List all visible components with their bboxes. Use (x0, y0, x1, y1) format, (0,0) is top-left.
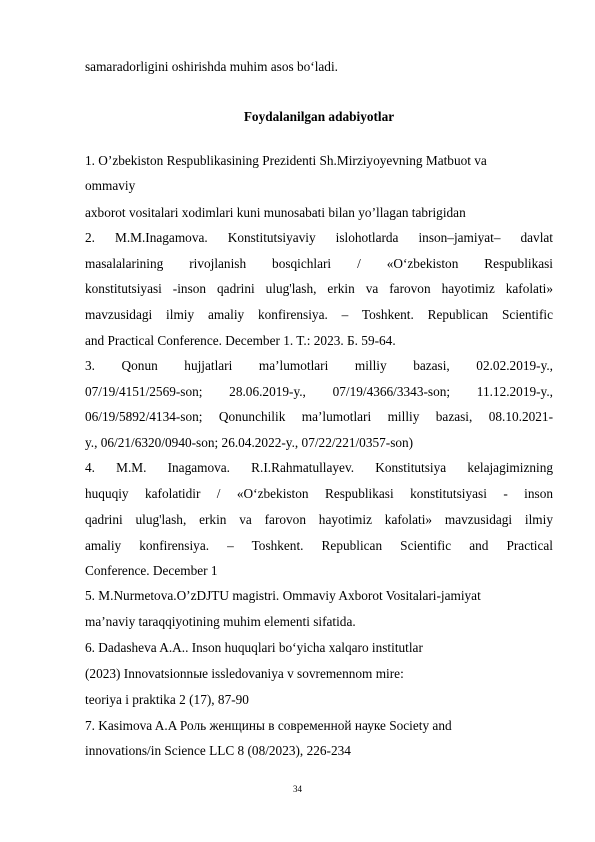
reference-4-line-2: huquqiy kafolatidir / «O‘zbekiston Respublikasi konstitutsiyasi - inson (85, 486, 553, 501)
reference-4-line-1: 4. M.M. Inagamova. R.I.Rahmatullayev. Konstitutsiya kelajagimizning (85, 460, 553, 475)
body-text-continuation: samaradorligini oshirishda muhim asos bo‘ladi. (85, 59, 338, 74)
reference-6-line-1: 6. Dadasheva A.A.. Inson huquqlari bo‘yicha xalqaro institutlar (85, 640, 423, 655)
reference-2-line-3: konstitutsiyasi -inson qadrini ulug'lash, erkin va farovon hayotimiz kafolati» (85, 281, 553, 296)
reference-1-line-1: 1. O’zbekiston Respublikasining Prezidenti Sh.Mirziyoyevning Matbuot va (85, 153, 487, 168)
reference-1-line-2: ommaviy (85, 178, 136, 193)
references-heading: Foydalanilgan adabiyotlar (243, 109, 395, 124)
reference-2-line-4: mavzusidagi ilmiy amaliy konfirensiya. – Toshkent. Republican Scientific (85, 307, 553, 322)
reference-4-line-3: qadrini ulug'lash, erkin va farovon hayotimiz kafolati» mavzusidagi ilmiy (85, 512, 553, 527)
reference-2-line-1: 2. M.M.Inagamova. Konstitutsiyaviy islohotlarda inson–jamiyat– davlat (85, 230, 553, 245)
reference-1-line-3: axborot vositalari xodimlari kuni munosabati bilan yo’llagan tabrigidan (85, 205, 466, 220)
reference-7-line-2: innovations/in Science LLC 8 (08/2023), 226-234 (85, 743, 351, 758)
reference-4-line-4: amaliy konfirensiya. – Toshkent. Republican Scientific and Practical (85, 538, 553, 553)
reference-2-line-2: masalalarining rivojlanish bosqichlari / «O‘zbekiston Respublikasi (85, 256, 553, 271)
reference-5-line-2: ma’naviy taraqqiyotining muhim elementi sifatida. (85, 614, 356, 629)
reference-3-line-3: 06/19/5892/4134-son; Qonunchilik ma’lumotlari milliy bazasi, 08.10.2021- (85, 409, 553, 424)
reference-7-line-1: 7. Kasimova A.A Роль женщины в современной науке Society and (85, 718, 452, 733)
reference-5-line-1: 5. M.Nurmetova.O’zDJTU magistri. Ommaviy Axborot Vositalari-jamiyat (85, 588, 481, 603)
page-number: 34 (293, 784, 302, 794)
reference-6-line-2: (2023) Innovatsionnые issledovaniya v sovremennom mire: (85, 666, 404, 681)
reference-4-line-5: Conference. December 1 (85, 563, 218, 578)
reference-3-line-1: 3. Qonun hujjatlari ma’lumotlari milliy bazasi, 02.02.2019-y., (85, 358, 553, 373)
reference-3-line-4: y., 06/21/6320/0940-son; 26.04.2022-y., 07/22/221/0357-son) (85, 435, 414, 450)
reference-6-line-3: teoriya i praktika 2 (17), 87-90 (85, 692, 249, 707)
reference-3-line-2: 07/19/4151/2569-son; 28.06.2019-y., 07/19/4366/3343-son; 11.12.2019-y., (85, 384, 553, 399)
reference-2-line-5: and Practical Conference. December 1. T.: 2023. Б. 59-64. (85, 333, 396, 348)
